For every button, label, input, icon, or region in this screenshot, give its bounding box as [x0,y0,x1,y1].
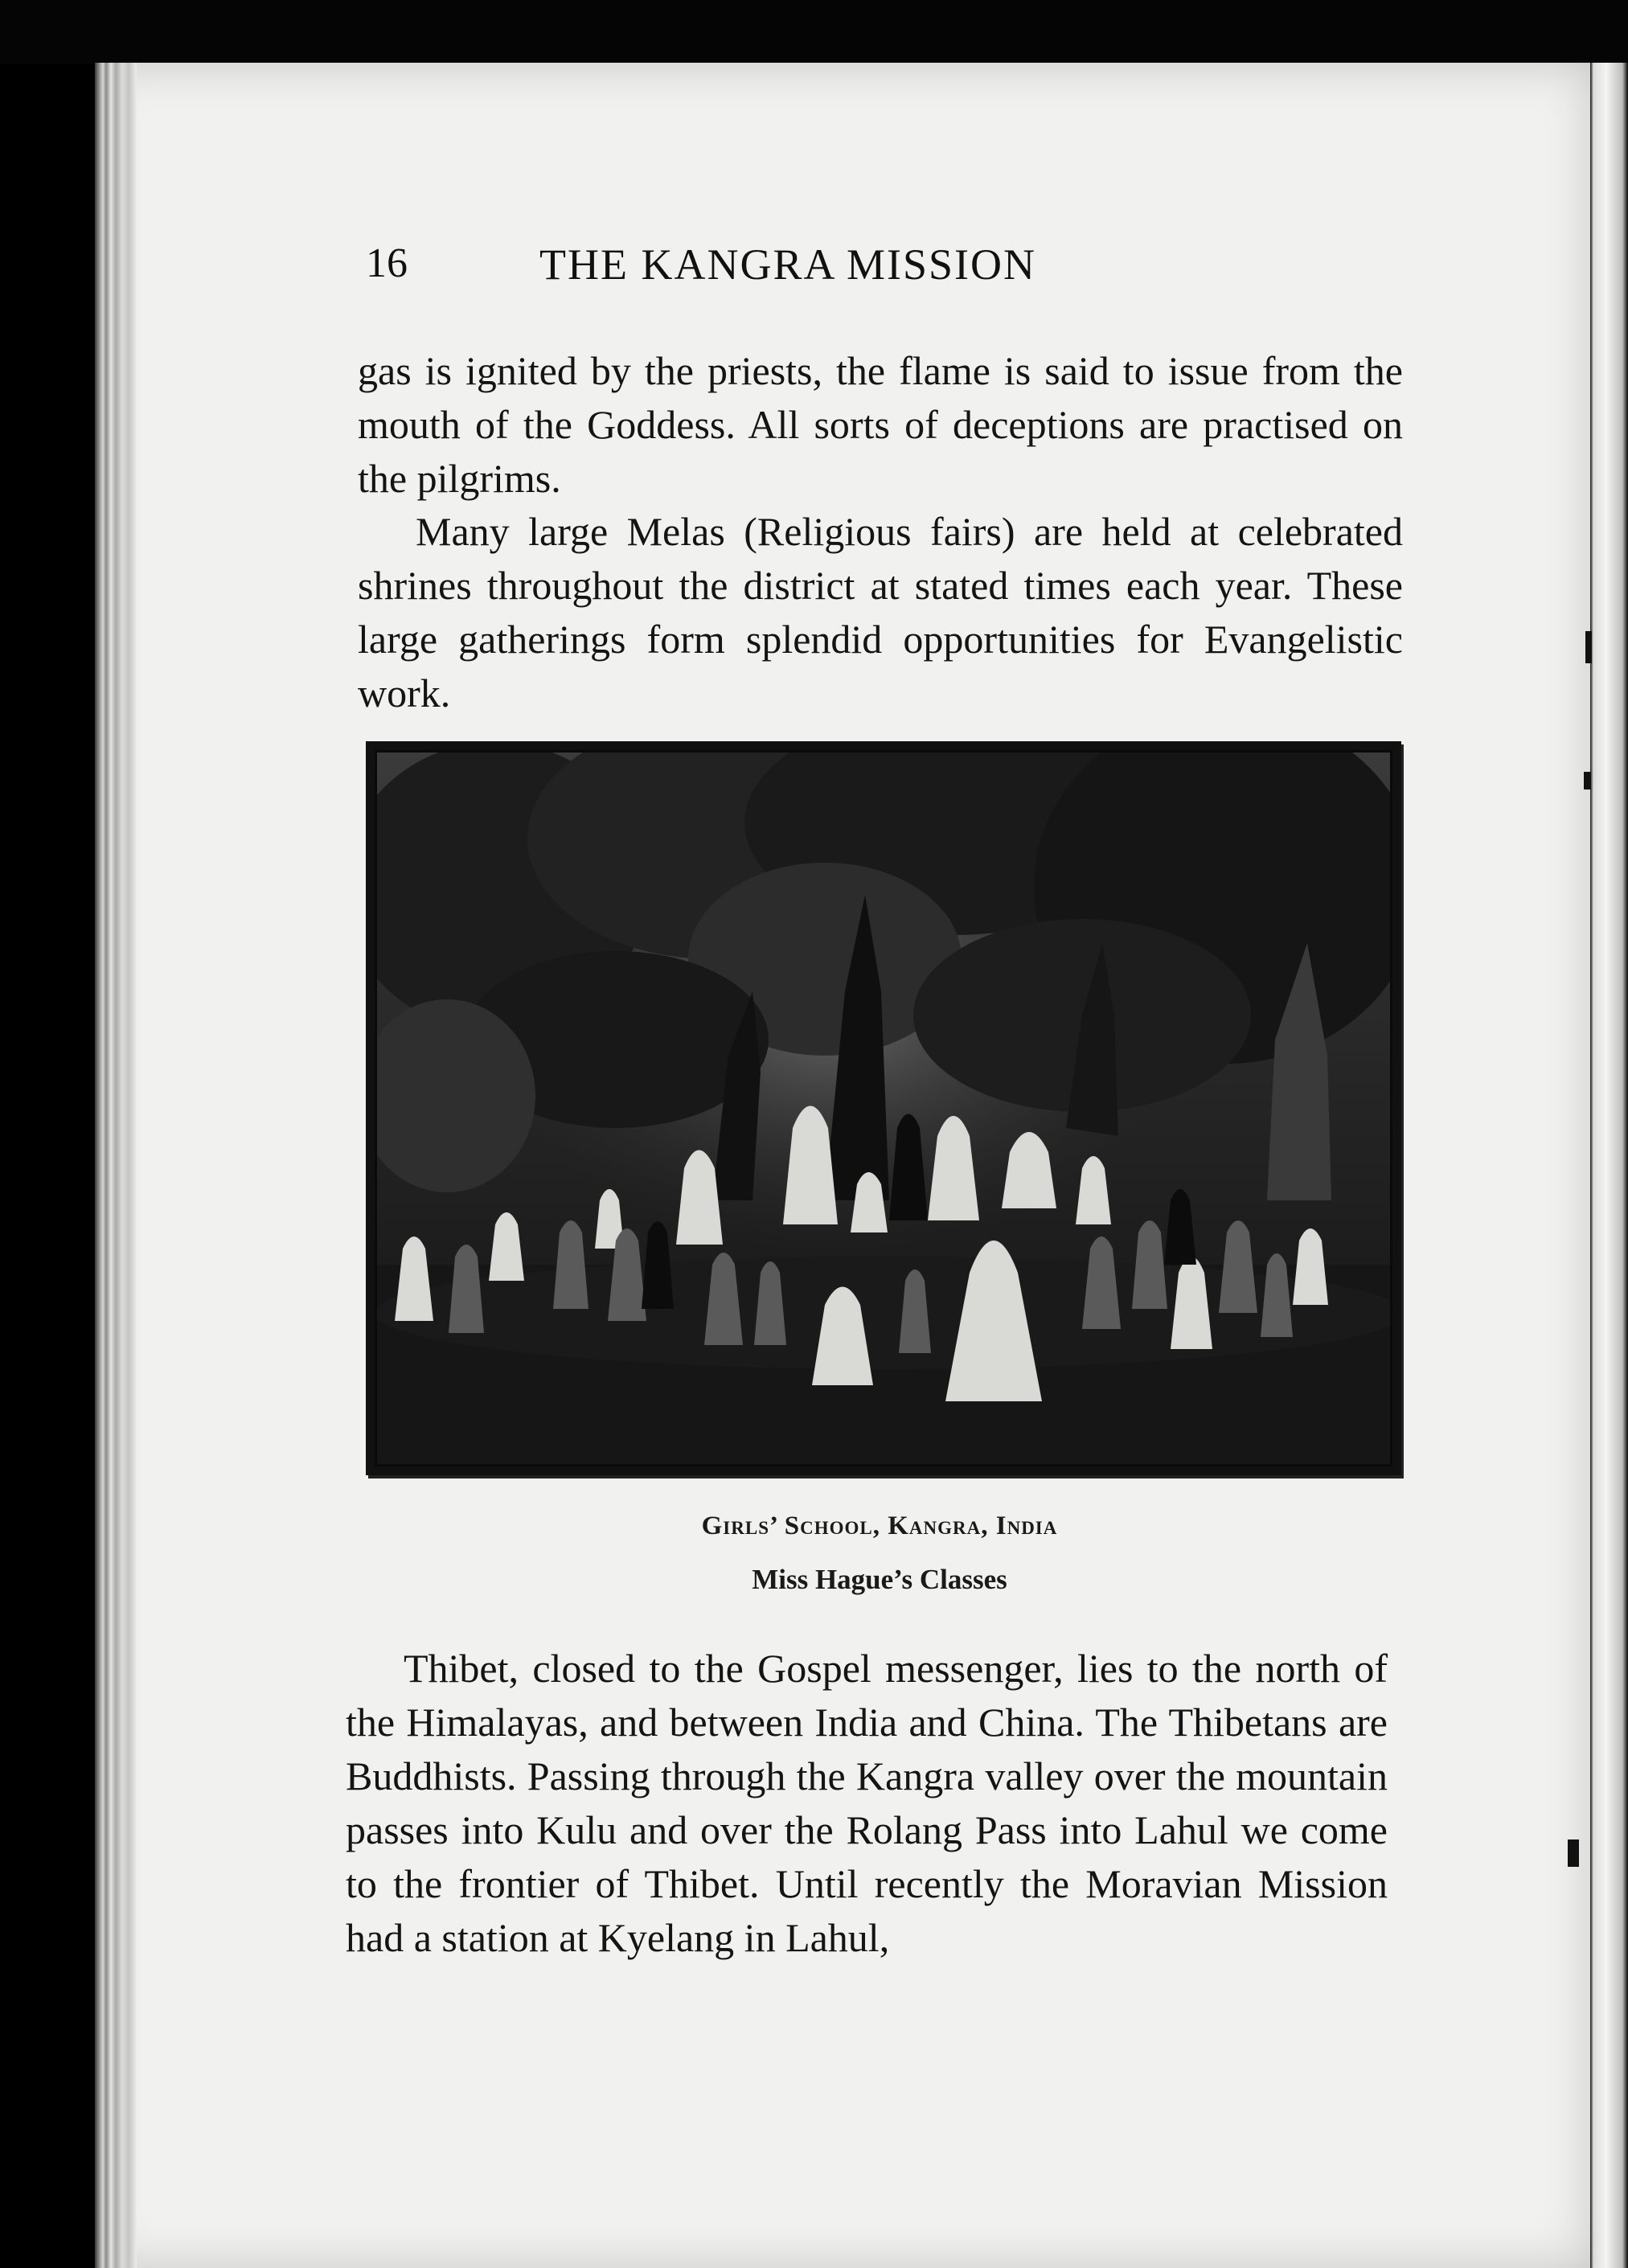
paragraph-3-text: Thibet, closed to the Gospel messenger, lies to the north of the Himalayas, and between India and China. The Thibetans are Buddhists. Passing through the Kangra valley over the mountain passes into Kulu and over the Rolang Pass into Lahul we come to the frontier of Thibet. Until recently the Moravian Mission had a station at Kyelang in Lahul, [346,1646,1388,1960]
figure-caption-subtitle: Miss Hague’s Classes [752,1564,1007,1595]
scan-background [0,0,1628,64]
scan-mark [1568,1839,1579,1867]
paragraph-3 [346,1642,1388,1965]
photo-frame [366,741,1401,1475]
girls-school-photograph [375,750,1392,1466]
scan-mark [1584,772,1591,789]
page-right-edge [1590,63,1628,2268]
paragraph-2 [358,505,1403,720]
page-number: 16 [366,240,408,286]
scan-mark [1585,631,1592,663]
figure-caption-title: Girls’ School, Kangra, India [701,1511,1058,1540]
paragraph-1: gas is ignited by the priests, the flame is said to issue from the mouth of the Goddess. All sorts of deceptions are practised on the pilgrims. [358,348,1403,501]
running-title: THE KANGRA MISSION [539,240,1037,289]
page-gutter [95,63,137,2268]
paragraph-2-text: Many large Melas (Religious fairs) are held at celebrated shrines throughout the district at stated times each year. These large gatherings form splendid opportunities for Evangelistic work. [358,509,1403,716]
